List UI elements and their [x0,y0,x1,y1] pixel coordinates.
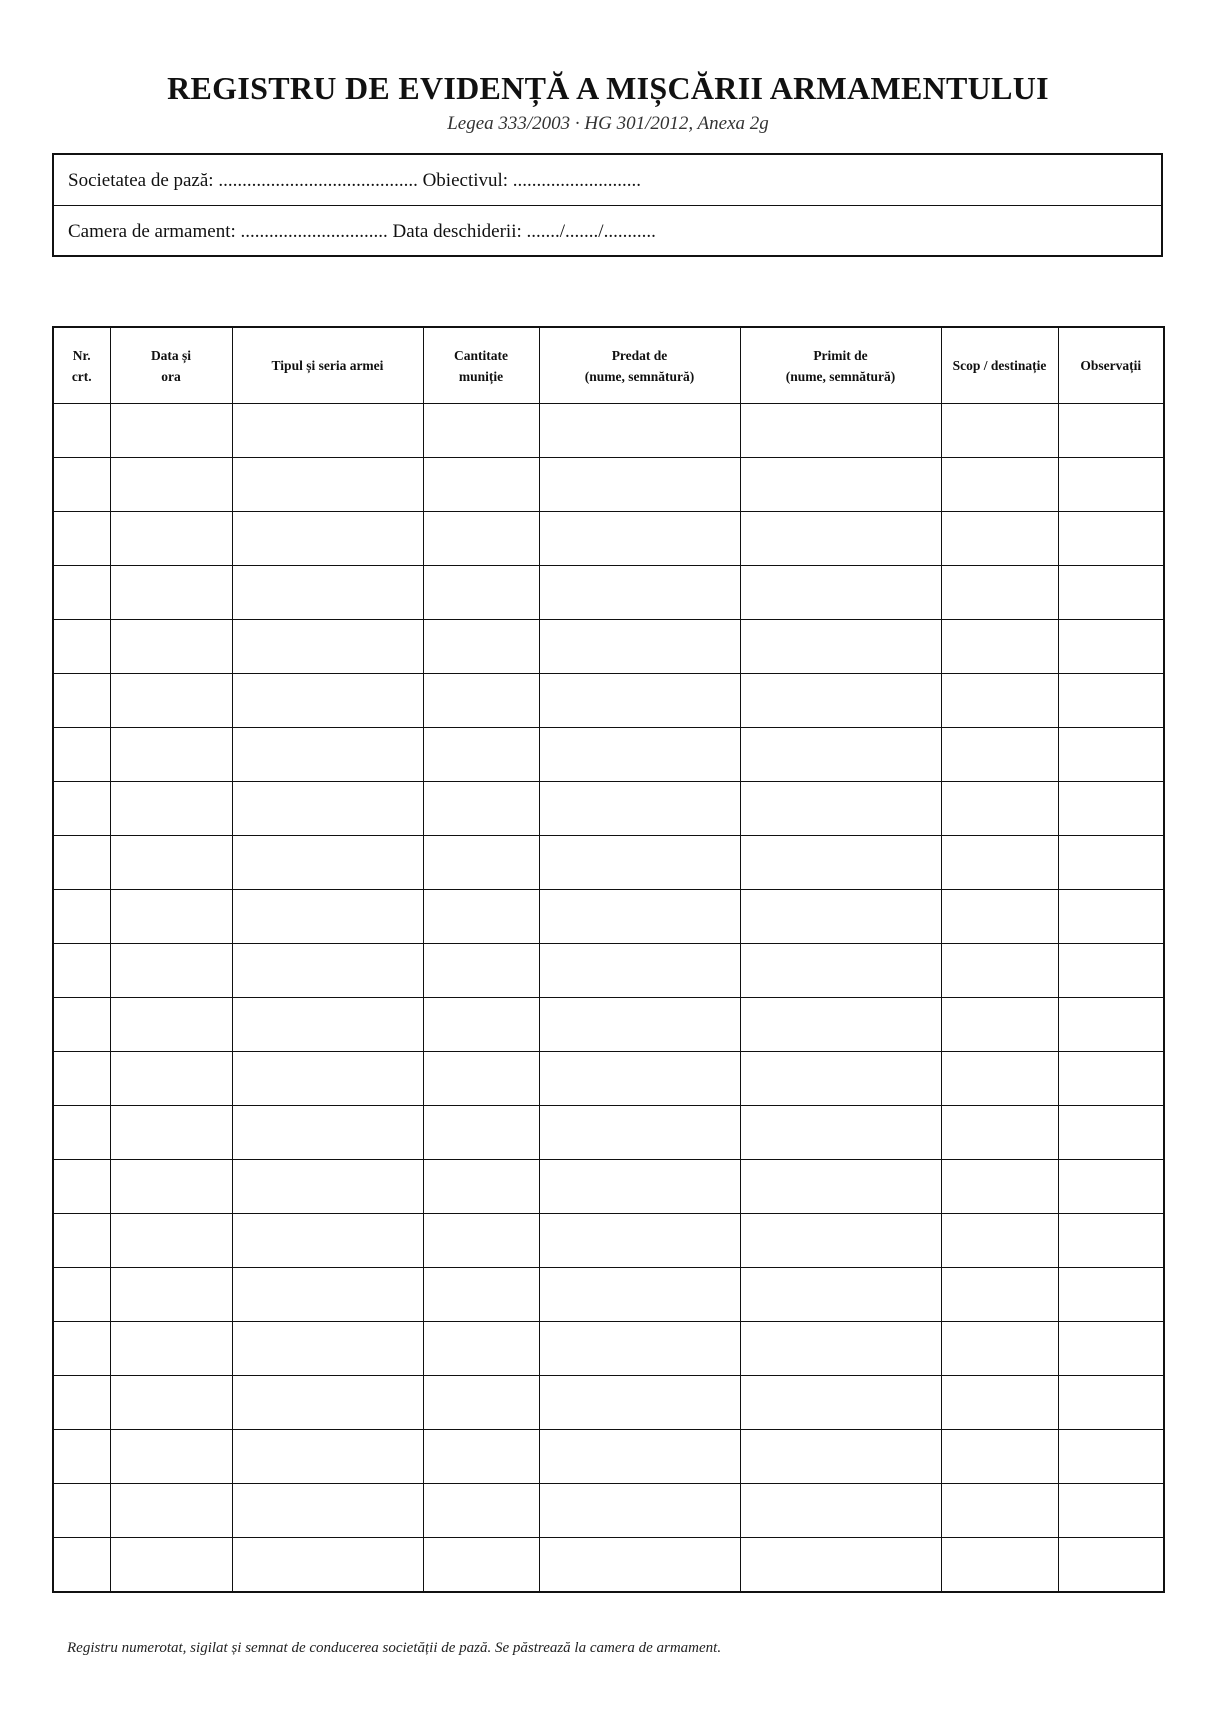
table-cell[interactable] [1058,1484,1164,1538]
table-cell[interactable] [1058,566,1164,620]
table-cell[interactable] [941,404,1058,458]
footer-note: Registru numerotat, sigilat și semnat de conducerea societății de pază. Se păstrează la camera de armament. [67,1640,722,1656]
table-cell[interactable] [110,620,232,674]
register-table [52,326,1165,1593]
table-cell[interactable] [110,944,232,998]
table-row [53,1322,1164,1376]
table-cell[interactable] [232,404,423,458]
table-cell[interactable] [740,404,941,458]
table-cell[interactable] [1058,944,1164,998]
table-cell[interactable] [53,1214,110,1268]
table-cell[interactable] [423,836,539,890]
table-cell[interactable] [110,728,232,782]
table-cell[interactable] [1058,1268,1164,1322]
table-cell[interactable] [110,566,232,620]
table-cell[interactable] [1058,836,1164,890]
table-row [53,782,1164,836]
table-cell[interactable] [232,1430,423,1484]
table-cell[interactable] [423,998,539,1052]
table-cell[interactable] [423,782,539,836]
table-cell[interactable] [539,1322,740,1376]
table-cell[interactable] [110,998,232,1052]
table-cell[interactable] [110,512,232,566]
table-cell[interactable] [1058,1376,1164,1430]
table-row [53,728,1164,782]
table-cell[interactable] [53,1376,110,1430]
table-cell[interactable] [941,1484,1058,1538]
table-cell[interactable] [740,1052,941,1106]
table-cell[interactable] [1058,404,1164,458]
table-cell[interactable] [539,620,740,674]
table-cell[interactable] [232,620,423,674]
table-cell[interactable] [1058,1538,1164,1593]
table-cell[interactable] [941,890,1058,944]
table-cell[interactable] [110,1160,232,1214]
table-cell[interactable] [110,1268,232,1322]
table-cell[interactable] [423,512,539,566]
table-cell[interactable] [941,1106,1058,1160]
table-cell[interactable] [539,1268,740,1322]
table-cell[interactable] [1058,728,1164,782]
table-cell[interactable] [232,566,423,620]
table-cell[interactable] [941,1538,1058,1593]
table-cell[interactable] [740,890,941,944]
table-cell[interactable] [539,458,740,512]
table-cell[interactable] [1058,512,1164,566]
table-cell[interactable] [941,1268,1058,1322]
table-cell[interactable] [740,1160,941,1214]
table-cell[interactable] [423,1214,539,1268]
table-cell[interactable] [539,782,740,836]
info-row-armory-date: Camera de armament: ............................... Data deschiderii: ......./......./........... [68,221,656,242]
table-cell[interactable] [941,1214,1058,1268]
table-row [53,1160,1164,1214]
table-cell[interactable] [232,1160,423,1214]
table-cell[interactable] [423,1322,539,1376]
table-cell[interactable] [941,674,1058,728]
table-cell[interactable] [539,1484,740,1538]
table-cell[interactable] [539,566,740,620]
column-header-nr-crt: Nr. crt. [53,327,110,404]
table-cell[interactable] [110,1376,232,1430]
register-body [53,404,1164,1593]
table-cell[interactable] [110,1322,232,1376]
table-cell[interactable] [110,890,232,944]
table-row [53,1376,1164,1430]
table-cell[interactable] [539,674,740,728]
table-row [53,836,1164,890]
page-title: REGISTRU DE EVIDENȚĂ A MIȘCĂRII ARMAMENTULUI [167,70,1049,106]
table-cell[interactable] [740,836,941,890]
table-cell[interactable] [1058,1106,1164,1160]
table-cell[interactable] [53,620,110,674]
table-cell[interactable] [53,782,110,836]
table-cell[interactable] [740,1484,941,1538]
table-cell[interactable] [1058,1322,1164,1376]
table-cell[interactable] [740,620,941,674]
column-header-primit-de: Primit de (nume, semnătură) [740,327,941,404]
table-cell[interactable] [423,1052,539,1106]
table-cell[interactable] [53,1160,110,1214]
table-cell[interactable] [941,836,1058,890]
table-cell[interactable] [53,1268,110,1322]
info-row-company-objective: Societatea de pază: .......................................... Obiectivul: ........................... [54,155,1161,206]
table-cell[interactable] [232,944,423,998]
table-row [53,1106,1164,1160]
table-cell[interactable] [232,728,423,782]
table-cell[interactable] [740,458,941,512]
table-cell[interactable] [423,890,539,944]
table-cell[interactable] [232,890,423,944]
table-cell[interactable] [53,944,110,998]
table-cell[interactable] [740,674,941,728]
table-row [53,1214,1164,1268]
table-cell[interactable] [53,998,110,1052]
table-cell[interactable] [110,458,232,512]
legal-reference: Legea 333/2003 · HG 301/2012, Anexa 2g [447,113,769,134]
table-cell[interactable] [1058,1214,1164,1268]
table-cell[interactable] [740,728,941,782]
table-cell[interactable] [53,512,110,566]
table-cell[interactable] [539,1538,740,1593]
table-cell[interactable] [539,1376,740,1430]
table-cell[interactable] [423,1268,539,1322]
table-header-row [53,327,1164,404]
table-cell[interactable] [232,782,423,836]
table-cell[interactable] [53,566,110,620]
table-cell[interactable] [110,1052,232,1106]
table-cell[interactable] [941,782,1058,836]
table-cell[interactable] [740,1430,941,1484]
table-cell[interactable] [232,1376,423,1430]
table-cell[interactable] [232,674,423,728]
table-row [53,674,1164,728]
column-header-observatii: Observații [1058,327,1164,404]
table-cell[interactable] [941,512,1058,566]
table-cell[interactable] [53,404,110,458]
table-cell[interactable] [232,1322,423,1376]
table-cell[interactable] [110,1538,232,1593]
table-cell[interactable] [740,1538,941,1593]
table-cell[interactable] [423,458,539,512]
table-cell[interactable] [232,512,423,566]
table-cell[interactable] [53,1538,110,1593]
table-row [53,944,1164,998]
column-header-predat-de: Predat de (nume, semnătură) [539,327,740,404]
table-cell[interactable] [1058,1052,1164,1106]
table-row [53,566,1164,620]
table-cell[interactable] [941,620,1058,674]
table-cell[interactable] [941,1322,1058,1376]
table-cell[interactable] [423,620,539,674]
table-cell[interactable] [539,728,740,782]
table-cell[interactable] [941,1052,1058,1106]
table-cell[interactable] [53,1052,110,1106]
table-cell[interactable] [423,1484,539,1538]
table-cell[interactable] [740,512,941,566]
table-cell[interactable] [110,1430,232,1484]
table-cell[interactable] [423,1376,539,1430]
table-cell[interactable] [1058,458,1164,512]
table-cell[interactable] [53,890,110,944]
table-row [53,1538,1164,1593]
table-cell[interactable] [539,1106,740,1160]
table-cell[interactable] [53,674,110,728]
table-cell[interactable] [232,1106,423,1160]
table-row [53,1484,1164,1538]
table-cell[interactable] [740,998,941,1052]
table-cell[interactable] [941,1160,1058,1214]
table-cell[interactable] [1058,674,1164,728]
table-cell[interactable] [423,404,539,458]
column-header-cantitate-munitie: Cantitate muniție [423,327,539,404]
table-cell[interactable] [53,1106,110,1160]
table-cell[interactable] [53,728,110,782]
table-cell[interactable] [539,890,740,944]
table-cell[interactable] [110,674,232,728]
table-cell[interactable] [232,458,423,512]
table-cell[interactable] [423,944,539,998]
table-cell[interactable] [232,998,423,1052]
table-cell[interactable] [110,1106,232,1160]
table-cell[interactable] [53,1430,110,1484]
table-cell[interactable] [539,1160,740,1214]
table-cell[interactable] [1058,782,1164,836]
table-cell[interactable] [1058,620,1164,674]
table-cell[interactable] [232,836,423,890]
table-cell[interactable] [539,998,740,1052]
table-cell[interactable] [539,404,740,458]
table-cell[interactable] [232,1538,423,1593]
table-cell[interactable] [941,1376,1058,1430]
table-cell[interactable] [232,1052,423,1106]
table-cell[interactable] [1058,1160,1164,1214]
table-cell[interactable] [53,836,110,890]
table-cell[interactable] [539,512,740,566]
table-cell[interactable] [740,1214,941,1268]
table-cell[interactable] [423,1160,539,1214]
table-cell[interactable] [53,1322,110,1376]
table-row [53,512,1164,566]
table-row [53,404,1164,458]
table-row [53,1268,1164,1322]
column-header-scop-destinatie: Scop / destinație [941,327,1058,404]
table-cell[interactable] [539,1052,740,1106]
table-row [53,458,1164,512]
table-cell[interactable] [423,1538,539,1593]
table-row [53,1430,1164,1484]
table-cell[interactable] [941,998,1058,1052]
table-cell[interactable] [423,1430,539,1484]
table-cell[interactable] [423,566,539,620]
table-cell[interactable] [110,782,232,836]
table-cell[interactable] [740,944,941,998]
table-cell[interactable] [110,836,232,890]
table-cell[interactable] [539,1430,740,1484]
table-cell[interactable] [941,566,1058,620]
table-row [53,1052,1164,1106]
table-cell[interactable] [423,728,539,782]
table-cell[interactable] [941,944,1058,998]
table-cell[interactable] [423,674,539,728]
table-row [53,620,1164,674]
table-cell[interactable] [110,1214,232,1268]
column-header-tipul-seria: Tipul și seria armei [232,327,423,404]
table-cell[interactable] [941,458,1058,512]
column-header-data-ora: Data și ora [110,327,232,404]
table-cell[interactable] [740,1376,941,1430]
table-cell[interactable] [232,1214,423,1268]
table-cell[interactable] [539,836,740,890]
table-cell[interactable] [423,1106,539,1160]
table-cell[interactable] [53,458,110,512]
table-cell[interactable] [232,1484,423,1538]
table-cell[interactable] [740,1268,941,1322]
table-cell[interactable] [232,1268,423,1322]
table-cell[interactable] [740,1106,941,1160]
table-row [53,890,1164,944]
table-cell[interactable] [539,1214,740,1268]
table-cell[interactable] [110,404,232,458]
table-cell[interactable] [110,1484,232,1538]
table-cell[interactable] [1058,890,1164,944]
company-info-box [52,153,1163,257]
table-cell[interactable] [941,1430,1058,1484]
table-cell[interactable] [740,566,941,620]
table-row [53,998,1164,1052]
table-cell[interactable] [1058,998,1164,1052]
table-cell[interactable] [740,1322,941,1376]
table-cell[interactable] [539,944,740,998]
table-cell[interactable] [1058,1430,1164,1484]
table-cell[interactable] [941,728,1058,782]
table-cell[interactable] [740,782,941,836]
table-cell[interactable] [53,1484,110,1538]
